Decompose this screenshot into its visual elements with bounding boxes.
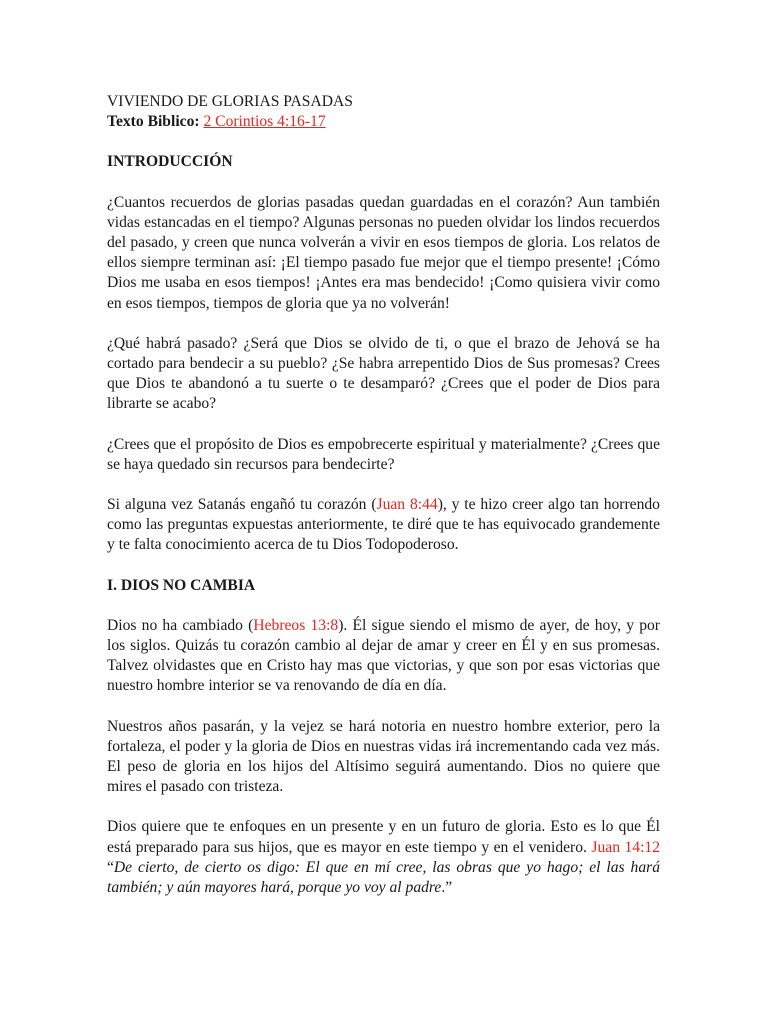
bible-text-label: Texto Biblico: <box>107 113 200 131</box>
paragraph-intro-4 <box>107 495 660 556</box>
reference-juan-14-12: Juan 14:12 <box>591 838 660 856</box>
reference-hebreos-13-8: Hebreos 13:8 <box>253 616 339 634</box>
introduction-heading: INTRODUCCIÓN <box>107 153 233 171</box>
quote-close-mark: .” <box>441 879 453 897</box>
paragraph-section-1-a-text-a: Dios no ha cambiado ( <box>107 616 254 634</box>
paragraph-section-1-a-text-b: ). Él sigue siendo el mismo de ayer, de hoy, y por los siglos. Quizás tu corazón cambio al dejar de amar y creer en Él y en sus promesas. Talvez olvidastes que en Cristo hay mas que victorias, y que son por esas victorias que nuestro hombre interior se va renovando de día en día. <box>107 616 660 695</box>
document-page <box>107 92 660 898</box>
scripture-quote: De cierto, de cierto os digo: El que en mí cree, las obras que yo hago; el las hará también; y aún mayores hará, porque yo voy al padre <box>107 858 660 897</box>
paragraph-intro-4-text-a: Si alguna vez Satanás engañó tu corazón ( <box>107 496 377 514</box>
section-1-heading: I. DIOS NO CAMBIA <box>107 576 256 594</box>
quote-open-mark: “ <box>107 858 114 876</box>
paragraph-section-1-c <box>107 817 660 898</box>
paragraph-section-1-c-text: Dios quiere que te enfoques en un presente y en un futuro de gloria. Esto es lo que Él está preparado para sus hijos, que es mayor en este tiempo y en el venidero. <box>107 818 660 856</box>
document-title: VIVIENDO DE GLORIAS PASADAS <box>107 93 353 110</box>
paragraph-intro-2: ¿Qué habrá pasado? ¿Será que Dios se olvido de ti, o que el brazo de Jehová se ha cortado para bendecir a su pueblo? ¿Se habra arrepentido Dios de Sus promesas? Crees que Dios te abandonó a tu suerte o te desamparó? ¿Crees que el poder de Dios para librarte se acabo? <box>107 334 660 413</box>
reference-juan-8-44: Juan 8:44 <box>376 496 438 514</box>
bible-text-line <box>107 112 660 132</box>
paragraph-intro-4-text-b: ), y te hizo creer algo tan horrendo como las preguntas expuestas anteriormente, te diré que te has equivocado grandemente y te falta conocimiento acerca de tu Dios Todopoderoso. <box>107 496 660 554</box>
paragraph-section-1-a <box>107 616 660 697</box>
paragraph-intro-3: ¿Crees que el propósito de Dios es empobrecerte espiritual y materialmente? ¿Crees que se haya quedado sin recursos para bendecirte? <box>107 435 660 473</box>
paragraph-intro-1: ¿Cuantos recuerdos de glorias pasadas quedan guardadas en el corazón? Aun también vidas estancadas en el tiempo? Algunas personas no pueden olvidar los lindos recuerdos del pasado, y creen que nunca volverán a vivir en esos tiempos de gloria. Los relatos de ellos siempre terminan así: ¡El tiempo pasado fue mejor que el tiempo presente! ¡Cómo Dios me usaba en esos tiempos! ¡Antes era mas bendecido! ¡Como quisiera vivir como en esos tiempos, tiempos de gloria que ya no volverán! <box>107 193 660 312</box>
bible-text-reference-link[interactable]: 2 Corintios 4:16-17 <box>203 113 326 131</box>
paragraph-section-1-b: Nuestros años pasarán, y la vejez se hará notoria en nuestro hombre exterior, pero la fortaleza, el poder y la gloria de Dios en nuestras vidas irá incrementando cada vez más. El peso de gloria en los hijos del Altísimo seguirá aumentando. Dios no quiere que mires el pasado con tristeza. <box>107 717 660 796</box>
